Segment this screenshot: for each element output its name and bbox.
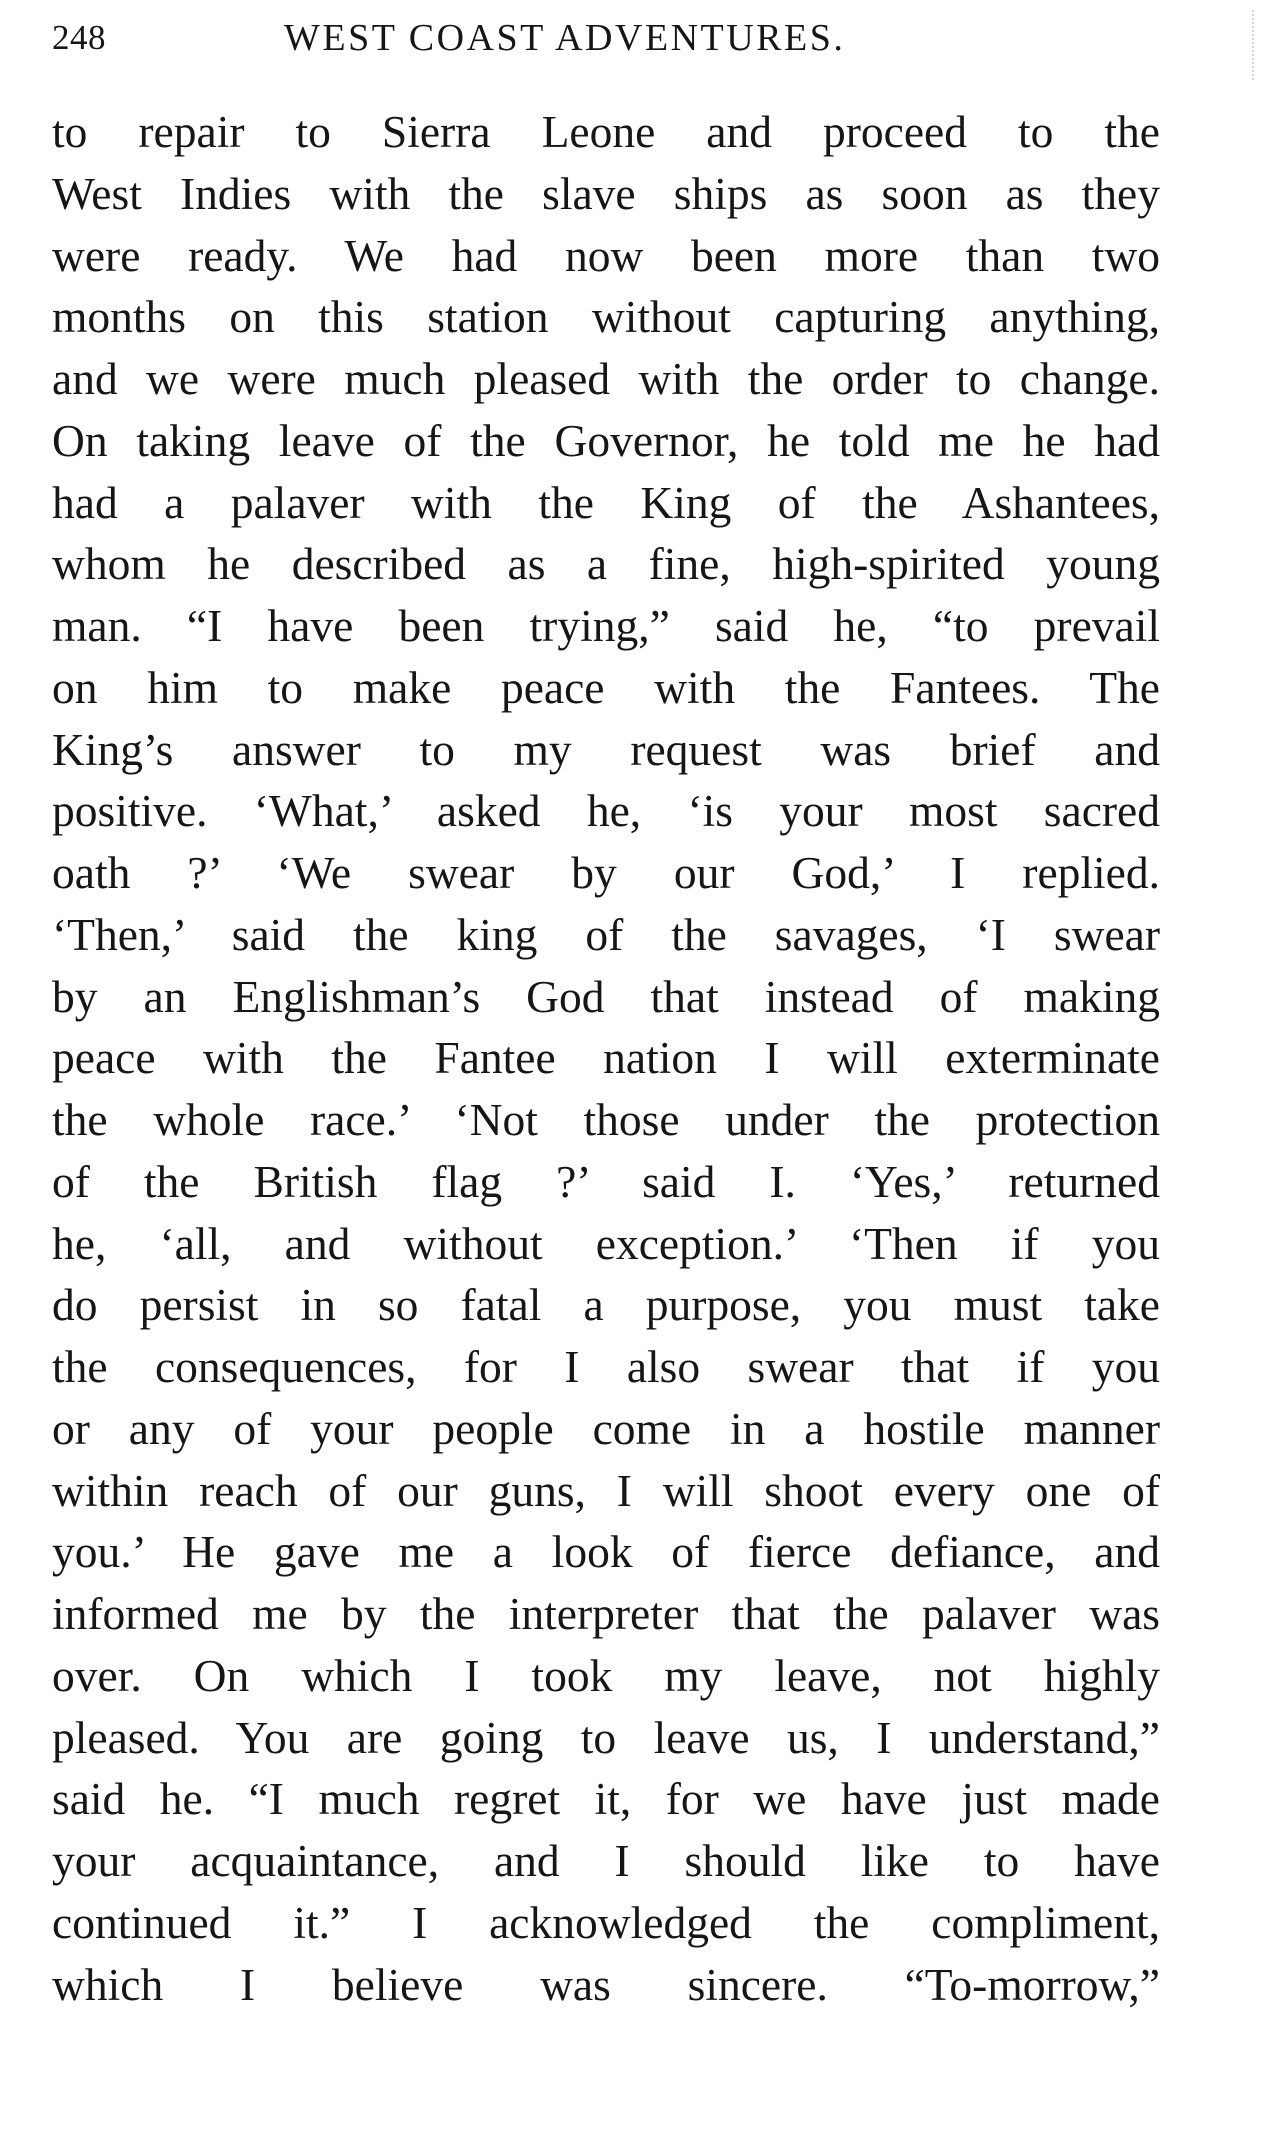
text-line: informed me by the interpreter that the palaver was: [52, 1588, 1160, 1639]
text-line: and we were much pleased with the order to change.: [52, 353, 1160, 404]
text-line: had a palaver with the King of the Ashantees,: [52, 476, 1160, 528]
text-line: within reach of our guns, I will shoot every one of: [52, 1464, 1160, 1516]
text-line: West Indies with the slave ships as soon as they: [52, 167, 1160, 219]
text-line: positive. ‘What,’ asked he, ‘is your most sacred: [52, 785, 1160, 837]
running-head: [52, 8, 1172, 68]
text-line: peace with the Fantee nation I will exterminate: [52, 1032, 1160, 1084]
text-line: on him to make peace with the Fantees. The: [52, 661, 1160, 713]
running-title: WEST COAST ADVENTURES.: [284, 17, 846, 59]
text-line: over. On which I took my leave, not highly: [52, 1649, 1160, 1701]
text-line: continued it.” I acknowledged the compliment,: [52, 1896, 1160, 1948]
text-line: On taking leave of the Governor, he told me he had: [52, 414, 1160, 466]
text-line: your acquaintance, and I should like to have: [52, 1835, 1160, 1886]
text-line: of the British flag ?’ said I. ‘Yes,’ returned: [52, 1155, 1160, 1207]
text-line: the consequences, for I also swear that if you: [52, 1341, 1160, 1392]
body-text: [52, 101, 1160, 2015]
text-line: King’s answer to my request was brief and: [52, 723, 1160, 775]
text-line: oath ?’ ‘We swear by our God,’ I replied.: [52, 847, 1160, 898]
page-edge-mark: [1252, 10, 1256, 80]
text-line: do persist in so fatal a purpose, you must take: [52, 1279, 1160, 1331]
text-line: which I believe was sincere. “To-morrow,”: [52, 1958, 1160, 2010]
text-line: pleased. You are going to leave us, I understand,”: [52, 1711, 1160, 1763]
text-line: by an Englishman’s God that instead of making: [52, 970, 1160, 1022]
text-line: months on this station without capturing anything,: [52, 291, 1160, 343]
text-line: the whole race.’ ‘Not those under the protection: [52, 1094, 1160, 1145]
page-number: 248: [52, 18, 106, 57]
text-line: whom he described as a fine, high-spirited young: [52, 538, 1160, 590]
text-line: you.’ He gave me a look of fierce defiance, and: [52, 1526, 1160, 1578]
text-line: man. “I have been trying,” said he, “to prevail: [52, 600, 1160, 651]
text-line: said he. “I much regret it, for we have just made: [52, 1773, 1160, 1825]
text-line: were ready. We had now been more than two: [52, 229, 1160, 281]
text-line: to repair to Sierra Leone and proceed to the: [52, 106, 1160, 157]
text-line: ‘Then,’ said the king of the savages, ‘I swear: [52, 908, 1160, 960]
text-line: or any of your people come in a hostile manner: [52, 1402, 1160, 1454]
text-line: he, ‘all, and without exception.’ ‘Then if you: [52, 1217, 1160, 1269]
